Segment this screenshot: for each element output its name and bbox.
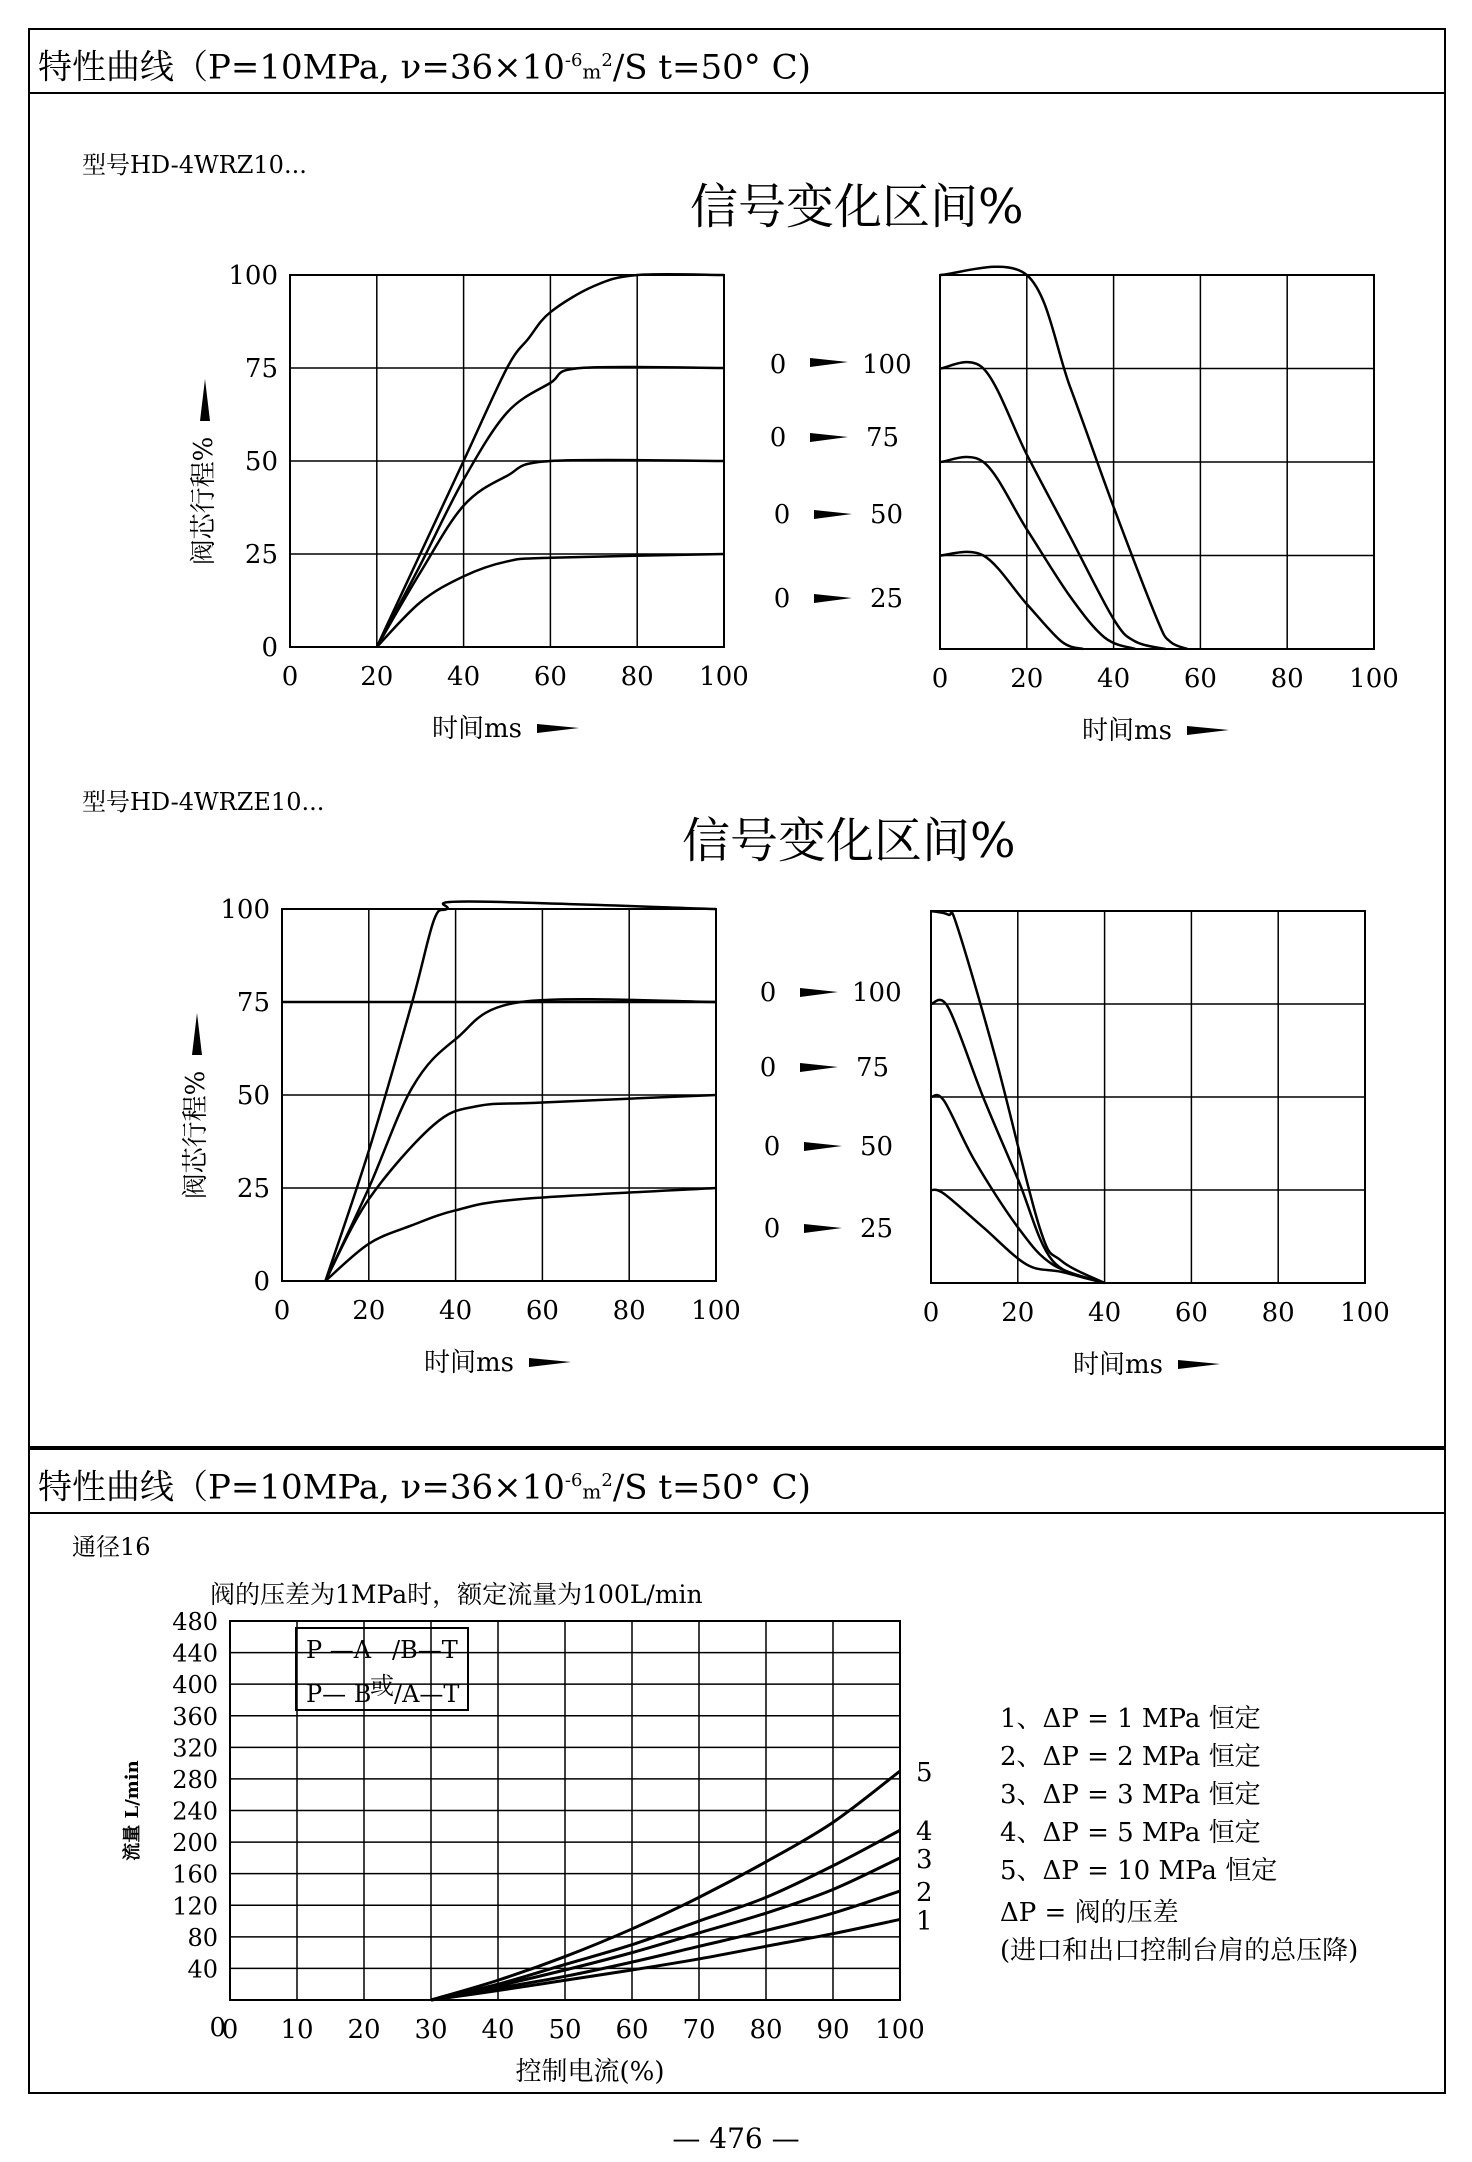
legend-item-1: 1、ΔP = 1 MPa 恒定 xyxy=(1000,1704,1261,1734)
series-label-1: 1 xyxy=(916,1906,933,1937)
x-tick-label: 40 xyxy=(481,2015,515,2045)
x-tick-label: 0 xyxy=(221,2015,239,2045)
range-a-1-from: 0 xyxy=(769,350,787,380)
port-label-or: 或 xyxy=(370,1672,394,1700)
port-label-bt: /B—T xyxy=(392,1636,458,1664)
y-tick-label: 100 xyxy=(228,261,278,291)
header-suffix: /S t=50° C) xyxy=(612,1467,811,1508)
port-label-pb: P— B xyxy=(306,1680,372,1708)
dp-definition: ΔP = 阀的压差 xyxy=(1000,1898,1179,1928)
header-exp: -6 xyxy=(564,1470,583,1491)
x-tick-label: 90 xyxy=(816,2015,850,2045)
x-tick-label: 40 xyxy=(1097,664,1131,694)
x-origin-label: 0 xyxy=(209,2013,226,2043)
legend-item-3: 3、ΔP = 3 MPa 恒定 xyxy=(1000,1780,1261,1810)
x-tick-label: 100 xyxy=(1349,664,1399,694)
y-tick-label: 75 xyxy=(244,354,278,384)
y-axis-title: 阀芯行程% xyxy=(181,1070,211,1200)
x-tick-label: 40 xyxy=(447,662,481,692)
y-tick-label: 0 xyxy=(253,1267,270,1297)
x-tick-label: 70 xyxy=(682,2015,716,2045)
y-tick-label: 25 xyxy=(236,1174,270,1204)
header-unit: m xyxy=(582,59,602,84)
range-b-3-from: 0 xyxy=(763,1132,781,1162)
header-exp: -6 xyxy=(564,50,583,71)
range-b-2-to: 75 xyxy=(856,1053,890,1083)
port-label-pa: P —A xyxy=(306,1636,372,1664)
x-tick-label: 80 xyxy=(612,1296,646,1326)
range-b-4-from: 0 xyxy=(763,1214,781,1244)
x-tick-label: 80 xyxy=(620,662,654,692)
range-b-3-to: 50 xyxy=(860,1132,894,1162)
x-tick-label: 100 xyxy=(1340,1298,1390,1328)
y-tick-label: 360 xyxy=(172,1702,218,1731)
range-a-1-to: 100 xyxy=(862,350,912,380)
x-tick-label: 20 xyxy=(347,2015,381,2045)
x-tick-label: 100 xyxy=(691,1296,741,1326)
chart-flow xyxy=(121,1608,933,2087)
y-tick-label: 25 xyxy=(244,540,278,570)
range-b-2-from: 0 xyxy=(759,1053,777,1083)
dp-note: (进口和出口控制台肩的总压降) xyxy=(1000,1936,1359,1966)
header-exp2: 2 xyxy=(601,50,613,71)
header-text: 特性曲线（P=10MPa, ν=36×10 xyxy=(38,1467,565,1508)
x-tick-label: 0 xyxy=(931,664,949,694)
port-label-at: /A—T xyxy=(394,1680,460,1708)
x-tick-label: 80 xyxy=(1261,1298,1295,1328)
range-a-3-from: 0 xyxy=(773,500,791,530)
range-a-4-from: 0 xyxy=(773,584,791,614)
flow-legend xyxy=(1000,1700,1358,1970)
x-tick-label: 20 xyxy=(360,662,394,692)
x-axis-title: 时间ms xyxy=(424,1348,514,1378)
x-tick-label: 100 xyxy=(875,2015,925,2045)
x-tick-label: 0 xyxy=(281,662,299,692)
y-tick-label: 50 xyxy=(236,1081,270,1111)
x-tick-label: 80 xyxy=(1270,664,1304,694)
legend-item-5: 5、ΔP = 10 MPa 恒定 xyxy=(1000,1856,1278,1886)
y-axis-title: 流量 L/min xyxy=(122,1760,143,1861)
x-axis-title: 时间ms xyxy=(1082,716,1172,746)
y-tick-label: 240 xyxy=(172,1797,218,1826)
rated-flow-note: 阀的压差为1MPa时，额定流量为100L/min xyxy=(210,1580,703,1609)
y-tick-label: 50 xyxy=(244,447,278,477)
x-axis-title: 时间ms xyxy=(432,714,522,744)
bore-label: 通径16 xyxy=(72,1533,151,1561)
port-box xyxy=(296,1628,468,1710)
series-label-4: 4 xyxy=(916,1817,933,1848)
x-tick-label: 10 xyxy=(280,2015,314,2045)
y-tick-label: 75 xyxy=(236,988,270,1018)
x-axis-title: 控制电流(%) xyxy=(515,2057,665,2087)
series-label-5: 5 xyxy=(916,1758,933,1789)
range-a-4-to: 25 xyxy=(870,584,904,614)
y-tick-label: 480 xyxy=(172,1608,218,1636)
header-text: 特性曲线（P=10MPa, ν=36×10 xyxy=(38,47,565,88)
x-tick-label: 60 xyxy=(533,662,567,692)
x-tick-label: 60 xyxy=(525,1296,559,1326)
x-tick-label: 100 xyxy=(699,662,749,692)
page-number: — 476 — xyxy=(672,2122,800,2155)
signal-title-a: 信号变化区间% xyxy=(690,179,1024,235)
range-a-2-from: 0 xyxy=(769,423,787,453)
header-suffix: /S t=50° C) xyxy=(612,47,811,88)
x-tick-label: 20 xyxy=(1010,664,1044,694)
header-exp2: 2 xyxy=(601,1470,613,1491)
y-axis-title: 阀芯行程% xyxy=(189,436,219,566)
signal-title-b: 信号变化区间% xyxy=(682,813,1016,869)
range-b-4-to: 25 xyxy=(860,1214,894,1244)
range-a-3-to: 50 xyxy=(870,500,904,530)
series-label-2: 2 xyxy=(916,1878,933,1909)
x-tick-label: 30 xyxy=(414,2015,448,2045)
y-tick-label: 100 xyxy=(220,895,270,925)
x-tick-label: 60 xyxy=(1183,664,1217,694)
model-a-label: 型号HD-4WRZ10... xyxy=(82,151,307,179)
y-tick-label: 160 xyxy=(172,1860,218,1889)
y-tick-label: 400 xyxy=(172,1671,218,1700)
range-b-1-to: 100 xyxy=(852,978,902,1008)
y-tick-label: 440 xyxy=(172,1639,218,1668)
y-tick-label: 320 xyxy=(172,1734,218,1763)
y-tick-label: 80 xyxy=(187,1923,218,1952)
y-tick-label: 200 xyxy=(172,1829,218,1858)
range-a-2-to: 75 xyxy=(866,423,900,453)
x-tick-label: 0 xyxy=(922,1298,940,1328)
x-tick-label: 20 xyxy=(1001,1298,1035,1328)
x-axis-title: 时间ms xyxy=(1073,1350,1163,1380)
series-label-3: 3 xyxy=(916,1844,933,1875)
x-tick-label: 60 xyxy=(615,2015,649,2045)
x-tick-label: 60 xyxy=(1174,1298,1208,1328)
y-tick-label: 280 xyxy=(172,1765,218,1794)
x-tick-label: 80 xyxy=(749,2015,783,2045)
x-tick-label: 40 xyxy=(1088,1298,1122,1328)
x-tick-label: 50 xyxy=(548,2015,582,2045)
y-tick-label: 40 xyxy=(187,1955,218,1984)
y-tick-label: 120 xyxy=(172,1892,218,1921)
y-tick-label: 0 xyxy=(261,633,278,663)
header-unit: m xyxy=(582,1479,602,1504)
legend-item-2: 2、ΔP = 2 MPa 恒定 xyxy=(1000,1742,1261,1772)
range-b-1-from: 0 xyxy=(759,978,777,1008)
x-tick-label: 40 xyxy=(439,1296,473,1326)
x-tick-label: 20 xyxy=(352,1296,386,1326)
x-tick-label: 0 xyxy=(273,1296,291,1326)
model-b-label: 型号HD-4WRZE10... xyxy=(82,788,325,816)
legend-item-4: 4、ΔP = 5 MPa 恒定 xyxy=(1000,1818,1261,1848)
